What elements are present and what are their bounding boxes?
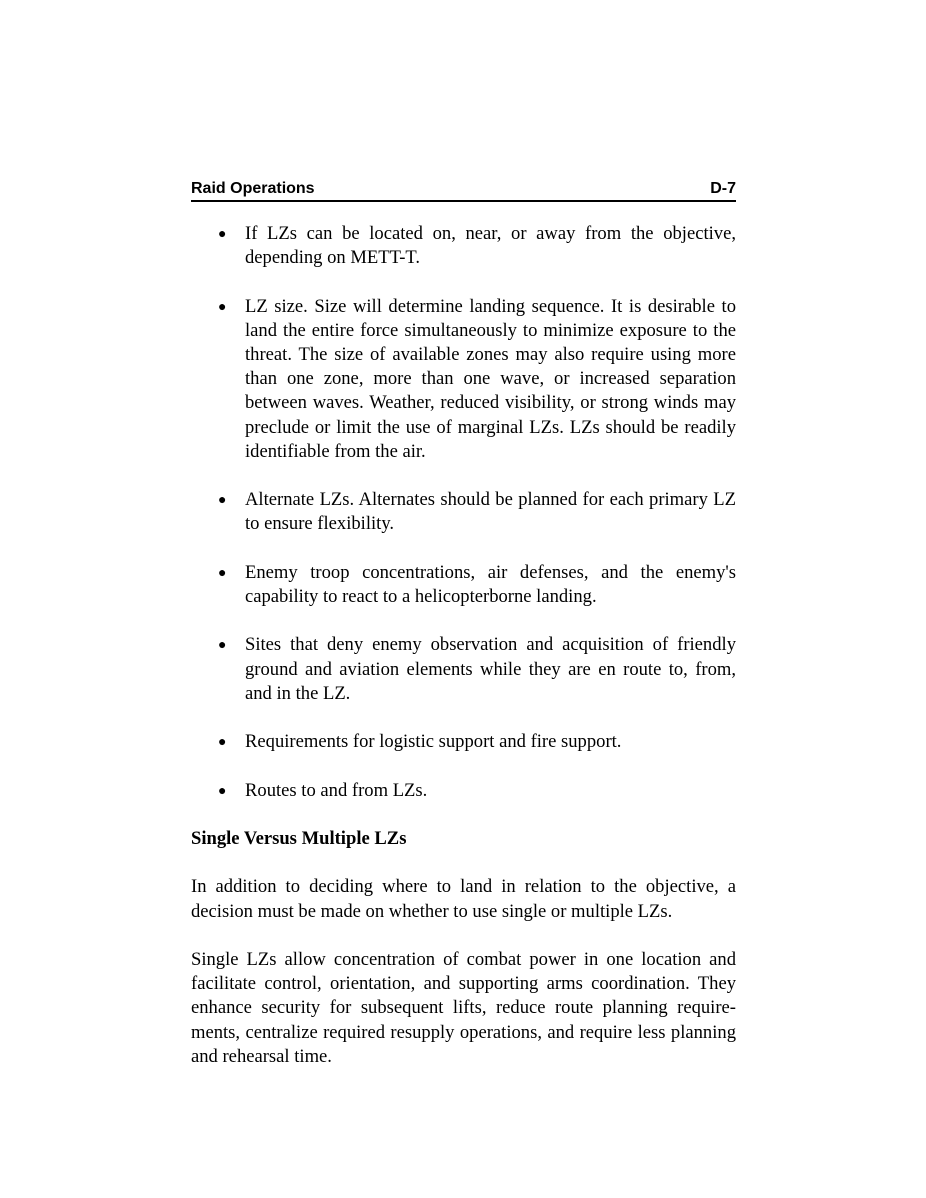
bullet-text: If LZs can be located on, near, or away from the objective, depending on METT-T. — [245, 223, 736, 269]
bullet-icon: ● — [218, 565, 227, 581]
bullet-list — [191, 222, 736, 803]
body-paragraph: In addition to deciding where to land in relation to the objective, a decision must be made on whether to use single or multiple LZs. — [191, 876, 736, 922]
bullet-item — [191, 488, 736, 536]
bullet-icon: ● — [218, 638, 227, 654]
running-header — [191, 180, 736, 202]
bullet-item — [191, 295, 736, 464]
bullet-icon: ● — [218, 735, 227, 751]
bullet-text: LZ size. Size will determine landing sequence. It is desirable to land the entire force simultaneously to minimize exposure to the threat. The size of available zones may also require using more than one zone, more than one wave, or increased separation between waves. Weather, reduced visibility, or strong winds may preclude or limit the use of marginal LZs. LZs should be readily identifiable from the air. — [245, 295, 736, 462]
page-content — [191, 222, 736, 1093]
bullet-text: Routes to and from LZs. — [245, 779, 428, 801]
bullet-text: Requirements for logistic support and fire support. — [245, 731, 622, 753]
bullet-item — [191, 779, 736, 803]
bullet-item — [191, 222, 736, 270]
bullet-text: Sites that deny enemy observation and acquisition of friendly ground and aviation elements while they are en route to, from, and in the LZ. — [245, 634, 736, 704]
bullet-icon: ● — [218, 493, 227, 509]
section-heading: Single Versus Multiple LZs — [191, 827, 407, 849]
bullet-icon: ● — [218, 299, 227, 315]
bullet-item — [191, 730, 736, 754]
bullet-item — [191, 561, 736, 609]
page-number: D-7 — [710, 180, 736, 197]
bullet-icon: ● — [218, 783, 227, 799]
body-paragraph: Single LZs allow concentration of combat power in one location and facilitate control, orientation, and supporting arms coordination. They enhance security for subsequent lifts, reduce route planning require-ments, centralize required resupply operations, and require less planning and rehearsal time. — [191, 948, 736, 1067]
bullet-text: Alternate LZs. Alternates should be planned for each primary LZ to ensure flexibility. — [245, 489, 736, 535]
bullet-icon: ● — [218, 227, 227, 242]
header-title: Raid Operations — [191, 180, 315, 197]
bullet-text: Enemy troop concentrations, air defenses, and the enemy's capability to react to a helicopterborne landing. — [245, 561, 736, 607]
bullet-item — [191, 633, 736, 706]
